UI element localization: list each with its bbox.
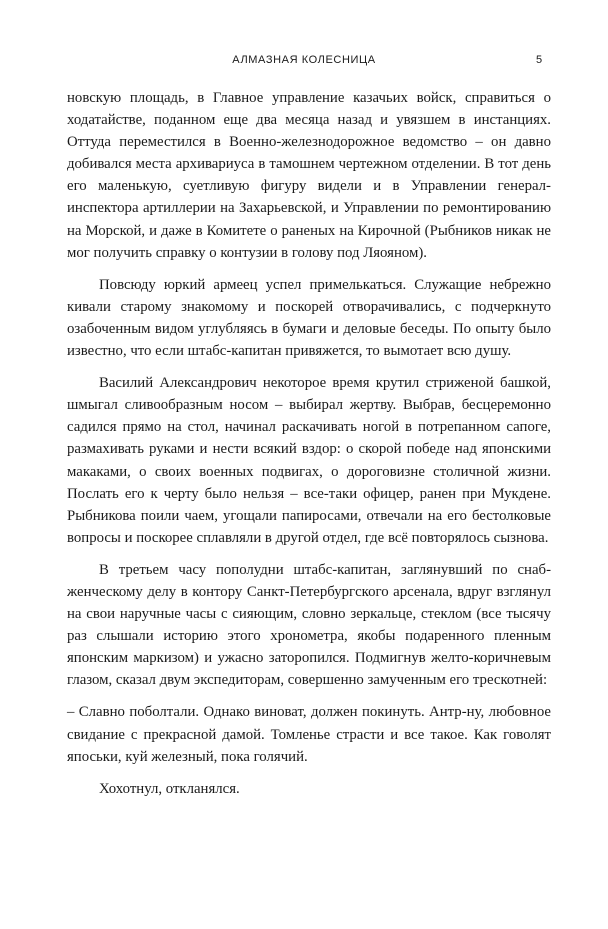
paragraph: Повсюду юркий армеец успел примелькаться. Служащие небрежно кивали старому знакомому и поскорей отворачивались, с подчеркнуто озабоченным видом углубляясь в бумаги и деловые беседы. По опыту было известно, что если штабс-капитан привяжется, то вымотает всю душу. [67, 276, 551, 360]
paragraph: В третьем часу пополудни штабс-капитан, заглянувший по снабженческому делу в контору Санкт-Петербургского арсенала, вдруг взглянул на свои наручные часы с сияющим, словно зеркальце, стеклом (все тысячу раз слышали историю этого хронометра, якобы подаренного пленным японским маркизом) и ужасно заторопился. Подмигнув желто-коричневым глазом, сказал двум экспедиторам, совершенно замученным его трескотней: [67, 561, 551, 689]
paragraph: – Славно поболтали. Однако виноват, должен покинуть. Антр-ну, любовное свидание с прекрасной дамой. Томленье страсти и все такое. Как говолят япоськи, куй железный, пока голячий. [67, 704, 551, 765]
body-text [67, 87, 551, 810]
page-number: 5 [536, 54, 543, 66]
paragraph: Хохотнул, откланялся. [99, 780, 240, 797]
running-header: АЛМАЗНАЯ КОЛЕСНИЦА [232, 54, 376, 66]
paragraph: новскую площадь, в Главное управление казачьих войск, справиться о ходатайстве, поданном еще два месяца назад и увязшем в инстанциях. Оттуда переместился в Военно-железнодорожное ведомство – он давно добивался места архивариуса в тамошнем чертежном отделении. В тот день его маленькую, суетливую фигуру видели и в Управлении генерал-инспектора артиллерии на Захарьевской, и Управлении по ремонтированию на Морской, и даже в Комитете о раненых на Кирочной (Рыбников никак не мог получить справку о контузии в голову под Ляояном). [67, 90, 551, 261]
paragraph: Василий Александрович некоторое время крутил стриженой башкой, шмыгал сливообразным носом – выбирал жертву. Выбрав, бесцеремонно садился прямо на стол, начинал раскачивать ногой в потрепанном сапоге, размахивать руками и нести всякий вздор: о скорой победе над японскими макаками, о своих военных подвигах, о дороговизне столичной жизни. Послать его к черту было нельзя – все-таки офицер, ранен при Мукдене. Рыбникова поили чаем, угощали папиросами, отвечали на его бестолковые вопросы и поскорее сплавляли в другой отдел, где всё повторялось сызнова. [67, 375, 551, 546]
